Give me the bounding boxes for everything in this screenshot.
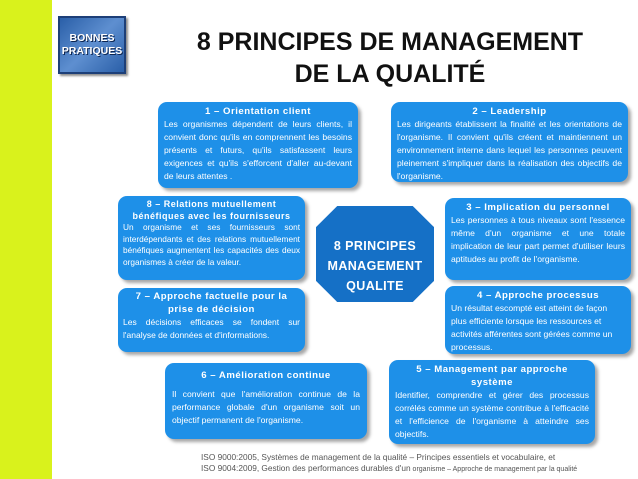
bonnes-pratiques-badge [58, 16, 126, 74]
principle-7-heading-line2: prise de décision [168, 303, 255, 315]
accent-strip [0, 0, 52, 479]
principle-5-text: Identifier, comprendre et gérer des processus corrélés comme un système contribue à l'efficacité et l'efficience de l'organisme à atteindre ses objectifs. [395, 390, 589, 439]
principle-3-text: Les personnes à tous niveaux sont l'essence même d'un organisme et une totale implication de leur part permet d'utiliser leurs aptitudes au profit de l'organisme. [451, 215, 625, 264]
principle-8-box [118, 196, 305, 280]
principle-2-heading: 2 – Leadership [472, 106, 547, 117]
center-label [316, 236, 434, 296]
badge-line2: PRATIQUES [61, 45, 123, 57]
principle-6-heading: 6 – Amélioration continue [201, 370, 331, 381]
principle-5-heading-line1: 5 – Management par approche [416, 364, 568, 375]
principle-1-heading: 1 – Orientation client [205, 106, 311, 117]
principle-1-text: Les organismes dépendent de leurs clients, il convient donc qu'ils en comprennent les besoins présents et futurs, qu'ils satisfassent leurs exigences et qu'ils s'efforcent d'aller au-devant de leurs attentes . [164, 119, 352, 181]
title-line1: 8 PRINCIPES DE MANAGEMENT [196, 28, 584, 56]
center-line1: 8 PRINCIPES [333, 239, 417, 253]
principle-6-box [165, 363, 367, 439]
principle-3-heading: 3 – Implication du personnel [466, 202, 610, 213]
footer-line2 [201, 463, 621, 475]
principle-4-text: Un résultat escompté est atteint de façon plus efficiente lorsque les ressources et activités afférentes sont gérées comme un processus. [451, 303, 613, 352]
principle-8-heading-line1: 8 – Relations mutuellement [146, 199, 277, 209]
principle-7-heading-line1: 7 – Approche factuelle pour la [135, 291, 288, 302]
center-line2: MANAGEMENT [327, 259, 423, 273]
principle-2-box [391, 102, 628, 182]
footer-line2-small: organisme – Approche de management par la qualité [410, 466, 578, 473]
principle-5-box [389, 360, 595, 444]
badge-line1: BONNES [69, 32, 115, 44]
principle-4-heading: 4 – Approche processus [476, 290, 600, 301]
principle-7-box [118, 288, 305, 352]
principle-7-text: Les décisions efficaces se fondent sur l'analyse de données et d'informations. [123, 317, 300, 340]
principle-8-heading-line2: bénéfiques avec les fournisseurs [132, 210, 291, 221]
principle-1-box [158, 102, 358, 188]
principle-2-text: Les dirigeants établissent la finalité et les orientations de l'organisme. Il convient qu'ils créent et maintiennent un environnement interne dans lequel les personnes peuvent pleinement s'impliquer dans la réalisation des objectifs de l'organisme. [397, 119, 622, 181]
source-footer [201, 452, 621, 475]
principle-3-box [445, 198, 631, 280]
principle-6-text: Il convient que l'amélioration continue de la performance globale d'un organisme soit un objectif permanent de l'organisme. [172, 389, 360, 425]
principle-8-text: Un organisme et ses fournisseurs sont interdépendants et des relations mutuellement bénéfiques augmentent les capacités des deux organismes à créer de la valeur. [123, 222, 300, 267]
page-title [160, 26, 620, 90]
footer-line2-main: ISO 9004:2009, Gestion des performances durables d'un [201, 463, 411, 473]
center-line3: QUALITE [346, 279, 404, 293]
footer-line1: ISO 9000:2005, Systèmes de management de la qualité – Principes essentiels et vocabulaire, et [201, 452, 556, 462]
title-line2: DE LA QUALITÉ [294, 60, 486, 88]
principle-5-heading-line2: système [471, 377, 513, 388]
principle-4-box [445, 286, 631, 354]
